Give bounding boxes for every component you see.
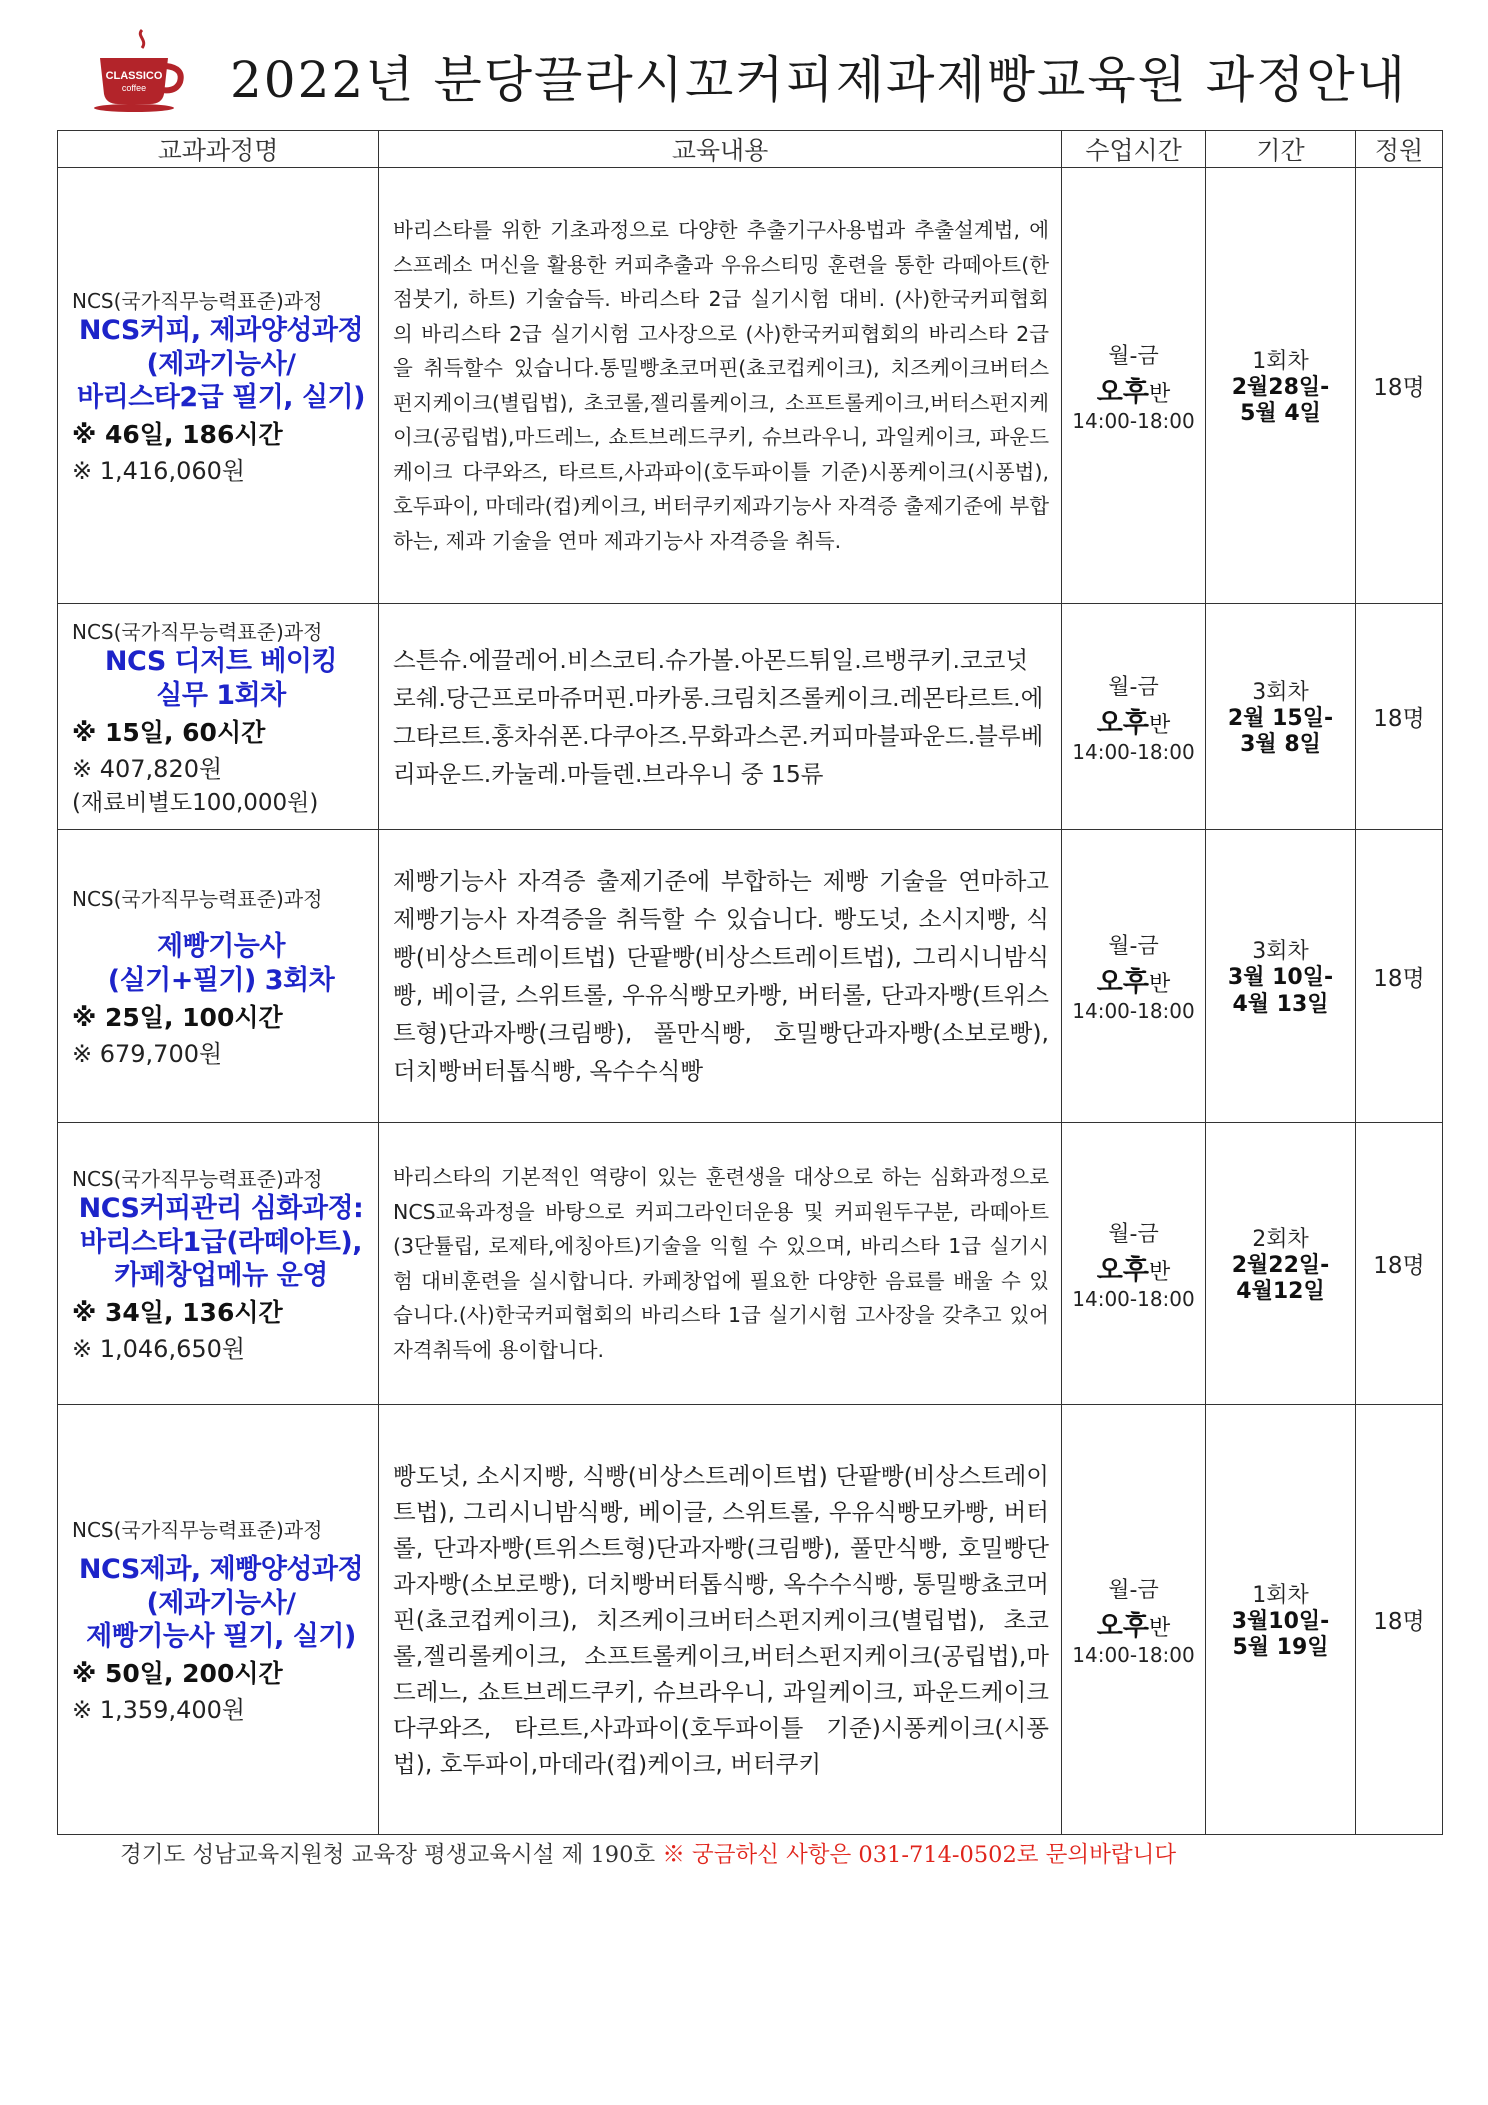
round-label: 1회차	[1252, 348, 1309, 374]
capacity-cell: 18명	[1356, 168, 1443, 604]
date-range-end: 4월12일	[1236, 1279, 1325, 1304]
round-label: 3회차	[1252, 679, 1309, 705]
course-title-line: (제과기능사/	[146, 348, 296, 380]
class-days: 월-금	[1108, 1221, 1159, 1247]
course-description: 바리스타의 기본적인 역량이 있는 훈련생을 대상으로 하는 심화과정으로 NCS교육과정을 바탕으로 커피그라인더운용 및 커피원두구분, 라떼아트(3단튤립, 로제타,에칭아트)기술을 익힐 수 있으며, 바리스타 1급 실기시험 대비훈련을 실시합니다. 카페창업에 필요한 다양한 음료를 배울 수 있습니다.(사)한국커피협회의 바리스타 1급 실기시험 고사장을 갖추고 있어 자격취득에 용이합니다.	[379, 1123, 1062, 1405]
ncs-label: NCS(국가직무능력표준)과정	[72, 887, 323, 912]
class-time-cell	[1062, 168, 1206, 604]
session-suffix: 반	[1148, 972, 1171, 997]
course-title-line: NCS제과, 제빵양성과정	[78, 1553, 364, 1585]
course-title-line: NCS커피관리 심화과정:	[78, 1192, 364, 1224]
footer-contact-info: ※ 궁금하신 사항은 031-714-0502로 문의바랍니다	[662, 1842, 1177, 1868]
table-row	[58, 604, 1443, 830]
page-title: 2022년 분당끌라시꼬커피제과제빵교육원 과정안내	[230, 51, 1408, 109]
date-range-end: 3월 8일	[1240, 732, 1321, 757]
course-title	[72, 930, 370, 998]
session-suffix: 반	[1148, 1259, 1171, 1285]
table-row	[58, 1405, 1443, 1835]
class-time-cell	[1062, 830, 1206, 1123]
session-suffix: 반	[1148, 712, 1171, 738]
period-cell	[1206, 830, 1356, 1123]
course-table	[57, 130, 1443, 1835]
course-title-line: 실무 1회차	[156, 680, 286, 711]
course-fee: ※ 679,700원	[72, 1039, 223, 1068]
date-range-end: 5월 19일	[1232, 1635, 1329, 1660]
capacity-cell: 18명	[1356, 1123, 1443, 1405]
course-description: 빵도넛, 소시지빵, 식빵(비상스트레이트법) 단팥빵(비상스트레이트법), 그리시니밤식빵, 베이글, 스위트롤, 우유식빵모카빵, 버터롤, 단과자빵(트위스트형)단과자빵(크림빵), 풀만식빵, 호밀빵단과자빵(소보로빵), 더치빵버터톱식빵, 옥수수식빵, 통밀빵쵸코머핀(쵸코컵케이크), 치즈케이크버터스펀지케이크(별립법), 초코롤,젤리롤케이크, 소프트롤케이크,버터스펀지케이크(공립법),마드레느, 쇼트브레드쿠키, 슈브라우니, 과일케이크, 파운드케이크 다쿠와즈, 타르트,사과파이(호두파이틀 기준)시퐁케이크(시퐁법), 호두파이,마데라(컵)케이크, 버터쿠키	[379, 1405, 1062, 1835]
round-label: 3회차	[1252, 939, 1309, 965]
course-hours: ※ 25일, 100시간	[72, 1002, 283, 1032]
date-range-end: 4월 13일	[1232, 991, 1329, 1017]
svg-text:coffee: coffee	[121, 83, 147, 93]
course-title	[72, 1192, 370, 1293]
table-row	[58, 830, 1443, 1123]
date-range-start: 2월 15일-	[1227, 705, 1334, 731]
footer-facility-info: 경기도 성남교육지원청 교육장 평생교육시설 제 190호	[120, 1842, 656, 1868]
course-description: 제빵기능사 자격증 출제기준에 부합하는 제빵 기술을 연마하고 제빵기능사 자격증을 취득할 수 있습니다. 빵도넛, 소시지빵, 식빵(비상스트레이트법) 단팥빵(비상스트레이트법), 그리시니밤식빵, 베이글, 스위트롤, 우유식빵모카빵, 버터롤, 단과자빵(트위스트형)단과자빵(크림빵), 풀만식빵, 호밀빵단과자빵(소보로빵), 더치빵버터톱식빵, 옥수수식빵	[379, 830, 1062, 1123]
course-title-line: 카페창업메뉴 운영	[114, 1260, 328, 1292]
date-range-start: 3월 10일-	[1227, 965, 1334, 991]
column-header-content: 교육내용	[379, 131, 1062, 168]
course-title-line: 바리스타2급 필기, 실기)	[77, 382, 365, 414]
session-label: 오후	[1096, 967, 1149, 998]
course-fee: ※ 407,820원	[72, 754, 223, 783]
period-cell	[1206, 168, 1356, 604]
class-hours: 14:00-18:00	[1072, 999, 1195, 1023]
class-time-cell	[1062, 604, 1206, 830]
course-hours: ※ 46일, 186시간	[72, 420, 283, 450]
session-suffix: 반	[1148, 1615, 1171, 1641]
class-hours: 14:00-18:00	[1072, 1286, 1195, 1311]
table-row	[58, 168, 1443, 604]
course-hours: ※ 50일, 200시간	[72, 1659, 283, 1689]
table-row	[58, 1123, 1443, 1405]
capacity-cell: 18명	[1356, 1405, 1443, 1835]
ncs-label: NCS(국가직무능력표준)과정	[72, 620, 323, 645]
course-title	[72, 1553, 370, 1654]
course-hours: ※ 34일, 136시간	[72, 1298, 283, 1328]
material-fee-note: (재료비별도100,000원)	[72, 789, 319, 816]
table-header-row	[58, 131, 1443, 168]
course-title-line: 제빵기능사 필기, 실기)	[86, 1621, 356, 1653]
date-range-end: 5월 4일	[1240, 401, 1321, 426]
class-days: 월-금	[1108, 1577, 1159, 1603]
column-header-class-time: 수업시간	[1062, 131, 1206, 168]
svg-text:CLASSICO: CLASSICO	[105, 70, 163, 82]
course-title	[72, 314, 370, 415]
session-suffix: 반	[1148, 381, 1171, 407]
course-description: 바리스타를 위한 기초과정으로 다양한 추출기구사용법과 추출설계법, 에스프레소 머신을 활용한 커피추출과 우유스티밍 훈련을 통한 라떼아트(한점붓기, 하트) 기술습득. 바리스타 2급 실기시험 대비. (사)한국커피협회의 바리스타 2급 실기시험 고사장으로 (사)한국커피협회의 바리스타 2급을 취득할수 있습니다.통밀빵초코머핀(쵸코컵케이크), 치즈케이크버터스펀지케이크(별립법), 초코롤,젤리롤케이크, 소프트롤케이크,버터스펀지케이크(공립법),마드레느, 쇼트브레드쿠키, 슈브라우니, 과일케이크, 파운드케이크 다쿠와즈, 타르트,사과파이(호두파이틀 기준)시퐁케이크(시퐁법), 호두파이, 마데라(컵)케이크, 버터쿠키제과기능사 자격증 출제기준에 부합하는, 제과 기술을 연마 제과기능사 자격증을 취득.	[379, 168, 1062, 604]
session-label: 오후	[1096, 707, 1149, 739]
course-title-line: (실기+필기) 3회차	[107, 965, 335, 996]
page-footer	[120, 1837, 1440, 1869]
class-days: 월-금	[1108, 343, 1159, 369]
course-name-cell	[58, 1123, 379, 1405]
period-cell	[1206, 1123, 1356, 1405]
round-label: 1회차	[1252, 1582, 1309, 1608]
class-hours: 14:00-18:00	[1072, 1642, 1195, 1667]
class-days: 월-금	[1108, 674, 1159, 700]
course-name-cell	[58, 1405, 379, 1835]
course-fee: ※ 1,046,650원	[72, 1335, 246, 1364]
course-name-cell	[58, 604, 379, 830]
classico-coffee-logo	[90, 24, 190, 114]
course-fee: ※ 1,359,400원	[72, 1696, 246, 1725]
course-name-cell	[58, 168, 379, 604]
date-range-start: 3월10일-	[1231, 1608, 1330, 1634]
session-label: 오후	[1096, 1610, 1149, 1642]
period-cell	[1206, 604, 1356, 830]
date-range-start: 2월22일-	[1231, 1252, 1330, 1278]
column-header-capacity: 정원	[1356, 131, 1443, 168]
course-description: 스튼슈.에끌레어.비스코티.슈가볼.아몬드튀일.르뱅쿠키.코코넛로쉐.당근프로마쥬머핀.마카롱.크림치즈롤케이크.레몬타르트.에그타르트.홍차쉬폰.다쿠아즈.무화과스콘.커피마블파운드.블루베리파운드.카눌레.마들렌.브라우니 중 15류	[379, 604, 1062, 830]
column-header-course: 교과과정명	[58, 131, 379, 168]
column-header-period: 기간	[1206, 131, 1356, 168]
round-label: 2회차	[1252, 1226, 1309, 1252]
ncs-label: NCS(국가직무능력표준)과정	[72, 1166, 323, 1191]
period-cell	[1206, 1405, 1356, 1835]
course-title	[72, 645, 370, 713]
course-title-line: (제과기능사/	[146, 1587, 296, 1619]
class-time-cell	[1062, 1405, 1206, 1835]
date-range-start: 2월28일-	[1231, 374, 1330, 400]
course-title-line: 제빵기능사	[157, 931, 285, 963]
class-hours: 14:00-18:00	[1072, 408, 1195, 433]
course-title-line: NCS커피, 제과양성과정	[78, 314, 364, 346]
course-title-line: 바리스타1급(라떼아트),	[80, 1226, 362, 1258]
class-days: 월-금	[1108, 934, 1159, 959]
course-fee: ※ 1,416,060원	[72, 457, 246, 486]
course-hours: ※ 15일, 60시간	[72, 717, 266, 747]
capacity-cell: 18명	[1356, 604, 1443, 830]
course-name-cell	[58, 830, 379, 1123]
page-header	[90, 18, 1420, 118]
ncs-label: NCS(국가직무능력표준)과정	[72, 1517, 323, 1542]
session-label: 오후	[1096, 1254, 1149, 1286]
ncs-label: NCS(국가직무능력표준)과정	[72, 288, 323, 313]
session-label: 오후	[1096, 376, 1149, 408]
capacity-cell: 18명	[1356, 830, 1443, 1123]
class-hours: 14:00-18:00	[1072, 739, 1195, 764]
course-title-line: NCS 디저트 베이킹	[104, 646, 338, 678]
class-time-cell	[1062, 1123, 1206, 1405]
